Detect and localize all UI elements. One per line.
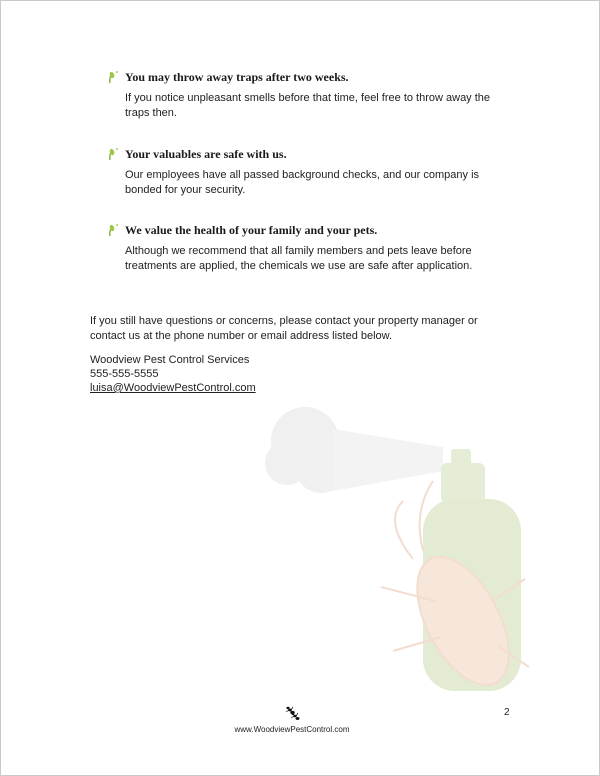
tip-body: If you notice unpleasant smells before that time, feel free to throw away the traps then. (125, 92, 491, 119)
sprout-bullet-icon (106, 146, 122, 162)
sprout-bullet-icon (106, 69, 122, 85)
company-phone: 555-555-5555 (90, 368, 159, 380)
tip-item (106, 146, 506, 196)
tip-title: We value the health of your family and your pets. (125, 223, 378, 237)
page-number: 2 (504, 707, 510, 718)
tip-title: You may throw away traps after two weeks. (125, 70, 349, 84)
spray-cloud-shape (265, 407, 443, 493)
tip-item (106, 69, 506, 119)
bug-spray-illustration (263, 401, 533, 701)
tip-title: Your valuables are safe with us. (125, 147, 287, 161)
company-contact-block (90, 353, 390, 395)
company-email-link[interactable]: luisa@WoodviewPestControl.com (90, 382, 256, 394)
closing-paragraph: If you still have questions or concerns, please contact your property manager or contact us at the phone number or email address listed below. (90, 315, 478, 342)
tip-item (106, 222, 506, 272)
tip-body: Our employees have all passed background checks, and our company is bonded for your security. (125, 169, 480, 196)
footer-website-url: www.WoodviewPestControl.com (234, 725, 350, 734)
company-name: Woodview Pest Control Services (90, 354, 250, 366)
ants-logo-icon (281, 704, 303, 722)
tip-body: Although we recommend that all family members and pets leave before treatments are applied, the chemicals we use are safe after application. (125, 245, 473, 272)
sprout-bullet-icon (106, 222, 122, 238)
